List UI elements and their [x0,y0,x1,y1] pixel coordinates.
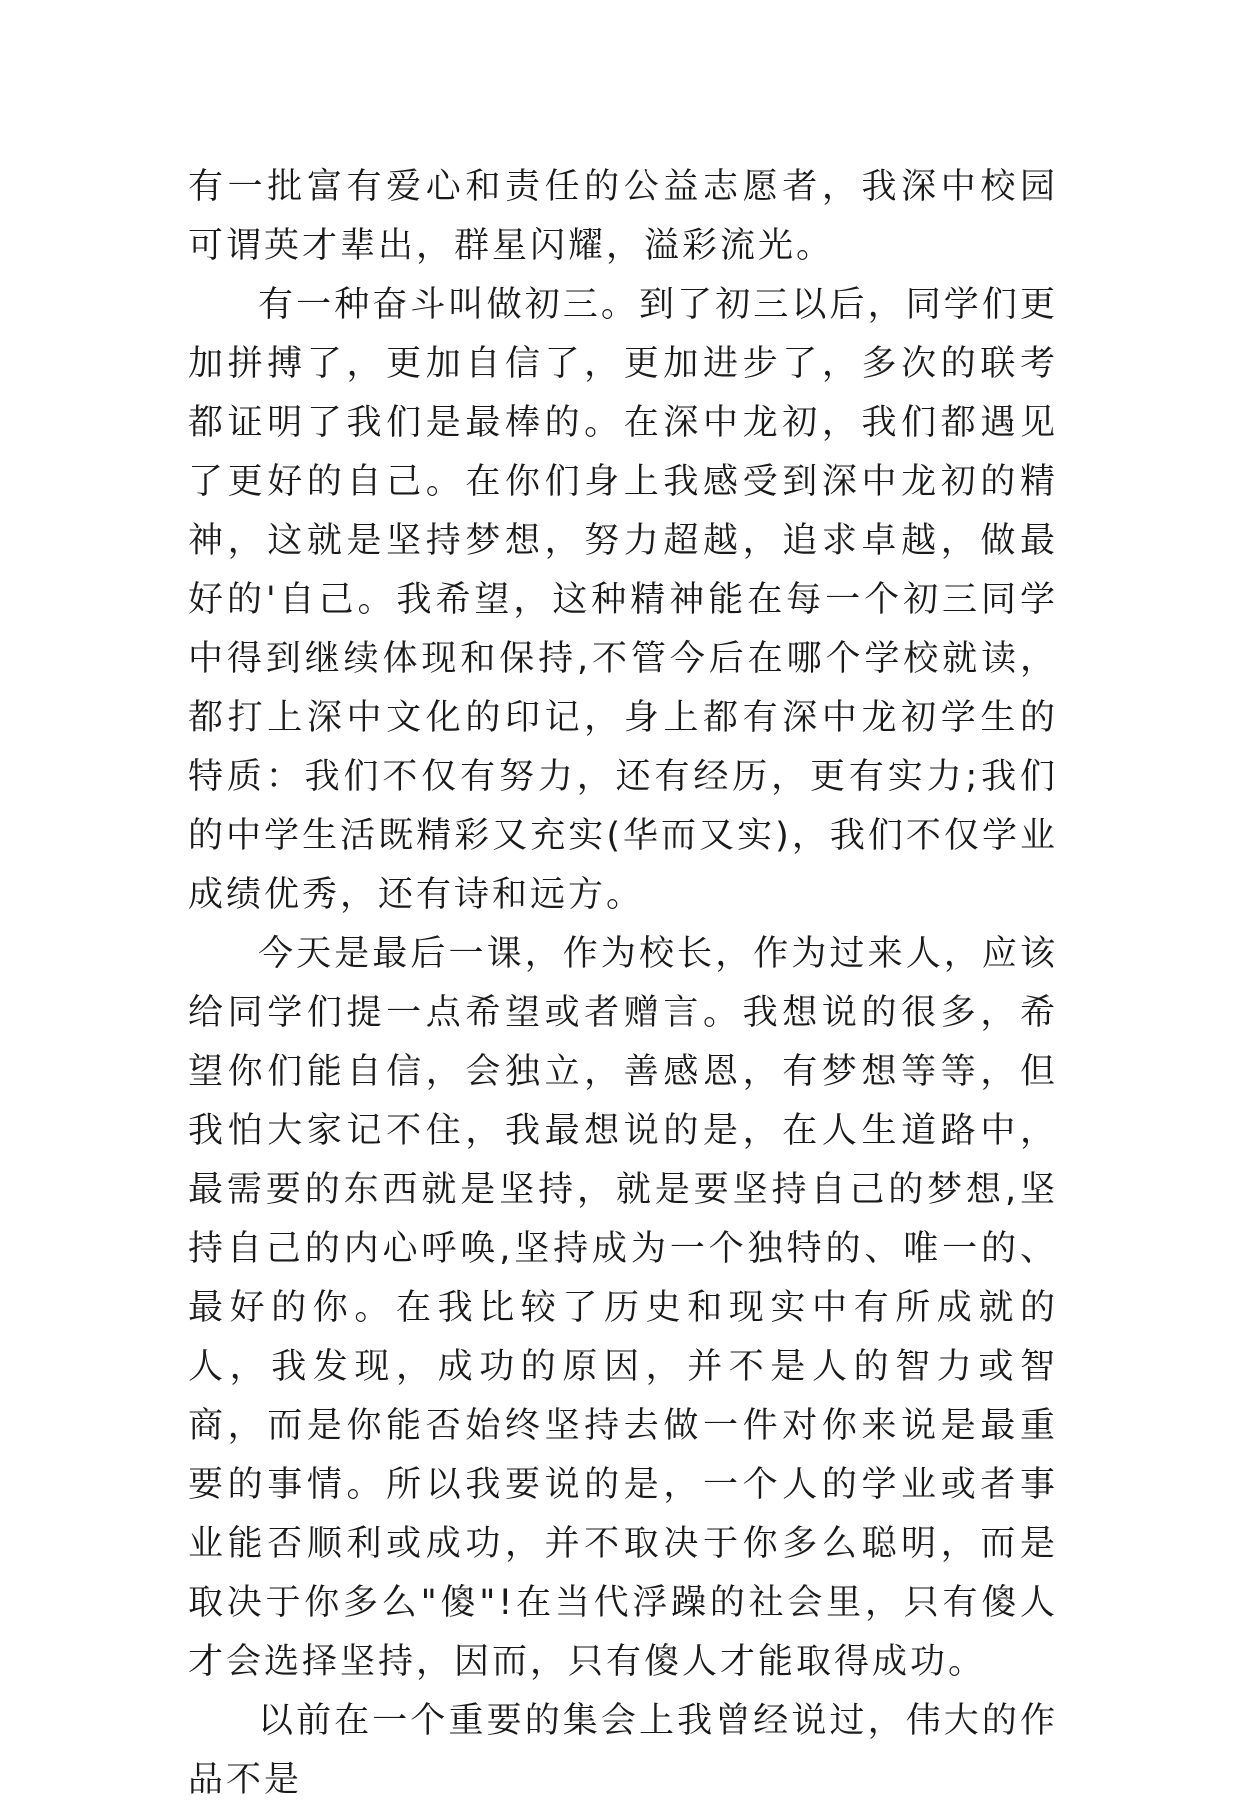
paragraph-4: 以前在一个重要的集会上我曾经说过，伟大的作品不是 [188,1701,1058,1800]
paragraph-2: 有一种奋斗叫做初三。到了初三以后，同学们更加拼搏了，更加自信了，更加进步了，多次的联考都证明了我们是最棒的。在深中龙初，我们都遇见了更好的自己。在你们身上我感受到深中龙初的精神，这就是坚持梦想，努力超越，追求卓越，做最好的'自己。我希望，这种精神能在每一个初三同学中得到继续体现和保持,不管今后在哪个学校就读，都打上深中文化的印记，身上都有深中龙初学生的特质：我们不仅有努力，还有经历，更有实力;我们的中学生活既精彩又充实(华而又实)，我们不仅学业成绩优秀，还有诗和远方。 [188,285,1058,915]
paragraph-1: 有一批富有爱心和责任的公益志愿者，我深中校园可谓英才辈出，群星闪耀，溢彩流光。 [188,167,1058,266]
document-body [188,158,1058,1810]
paragraph-3: 今天是最后一课，作为校长，作为过来人，应该给同学们提一点希望或者赠言。我想说的很多，希望你们能自信，会独立，善感恩，有梦想等等，但我怕大家记不住，我最想说的是，在人生道路中，最需要的东西就是坚持，就是要坚持自己的梦想,坚持自己的内心呼唤,坚持成为一个独特的、唯一的、最好的你。在我比较了历史和现实中有所成就的人，我发现，成功的原因，并不是人的智力或智商，而是你能否始终坚持去做一件对你来说是最重要的事情。所以我要说的是，一个人的学业或者事业能否顺利或成功，并不取决于你多么聪明，而是取决于你多么"傻"!在当代浮躁的社会里，只有傻人才会选择坚持，因而，只有傻人才能取得成功。 [188,934,1058,1682]
